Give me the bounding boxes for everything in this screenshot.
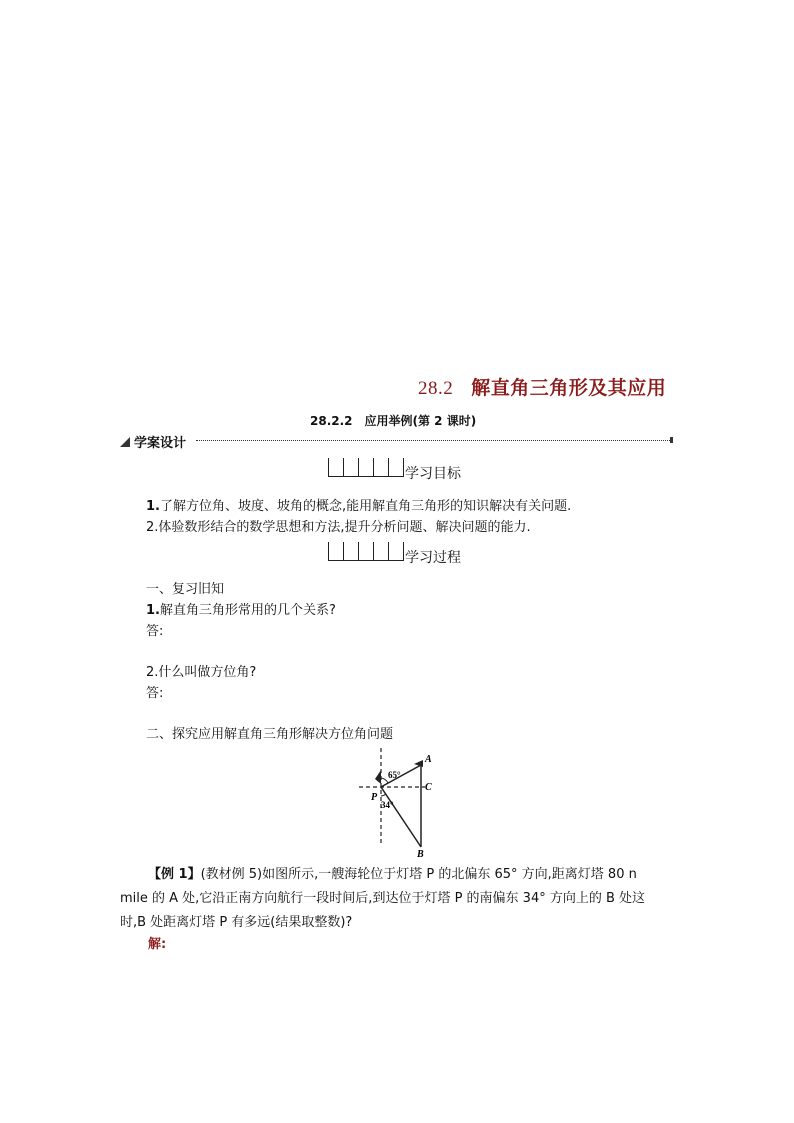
segment-pb xyxy=(381,787,421,847)
objective-item: 1.了解方位角、坡度、坡角的概念,能用解直角三角形的知识解决有关问题. xyxy=(146,499,572,514)
angle-label-65: 65° xyxy=(388,770,401,780)
review-question-2: 2.什么叫做方位角? xyxy=(146,665,257,680)
objectives-heading xyxy=(328,457,461,482)
triangle-marker-icon xyxy=(120,437,130,447)
chapter-title xyxy=(418,373,666,400)
angle-label-34: 34° xyxy=(381,800,394,810)
label-c: C xyxy=(425,782,432,793)
objectives-heading-text: 学习目标 xyxy=(405,466,461,482)
solution-label: 解: xyxy=(148,937,167,952)
section-divider-end xyxy=(670,437,673,443)
bearing-diagram xyxy=(355,748,445,860)
box-decoration-icon xyxy=(328,458,404,477)
review-answer-1: 答: xyxy=(146,624,164,639)
section-label xyxy=(120,432,186,451)
lesson-title: 28.2.2 应用举例(第 2 课时) xyxy=(310,414,477,428)
review-question-1: 1.解直角三角形常用的几个关系? xyxy=(146,603,336,618)
review-title: 一、复习旧知 xyxy=(146,582,225,597)
chapter-number: 28.2 xyxy=(418,378,454,399)
box-decoration-icon xyxy=(328,542,404,561)
section-divider xyxy=(196,440,672,441)
lighthouse-icon xyxy=(375,770,381,784)
label-b: B xyxy=(417,849,424,860)
objective-item: 2.体验数形结合的数学思想和方法,提升分析问题、解决问题的能力. xyxy=(146,520,531,535)
chapter-title-text: 解直角三角形及其应用 xyxy=(471,377,667,399)
label-a: A xyxy=(425,754,432,765)
label-p: P xyxy=(371,792,378,803)
explore-title: 二、探究应用解直角三角形解决方位角问题 xyxy=(146,727,394,742)
angle-arc-top xyxy=(381,778,388,783)
process-heading-text: 学习过程 xyxy=(405,550,461,566)
angle-arc-bottom xyxy=(381,794,386,796)
process-heading xyxy=(328,541,461,566)
review-answer-2: 答: xyxy=(146,686,164,701)
example-line-3: 时,B 处距离灯塔 P 有多远(结果取整数)? xyxy=(120,915,353,930)
example-line-1: 【例 1】(教材例 5)如图所示,一艘海轮位于灯塔 P 的北偏东 65° 方向,距离灯塔 80 n xyxy=(148,867,637,882)
segment-pa xyxy=(381,765,421,787)
example-tag: 【例 1】 xyxy=(148,867,201,882)
section-label-text: 学案设计 xyxy=(134,436,187,451)
example-line-2: mile 的 A 处,它沿正南方向航行一段时间后,到达位于灯塔 P 的南偏东 34° 方向上的 B 处这 xyxy=(120,891,646,906)
